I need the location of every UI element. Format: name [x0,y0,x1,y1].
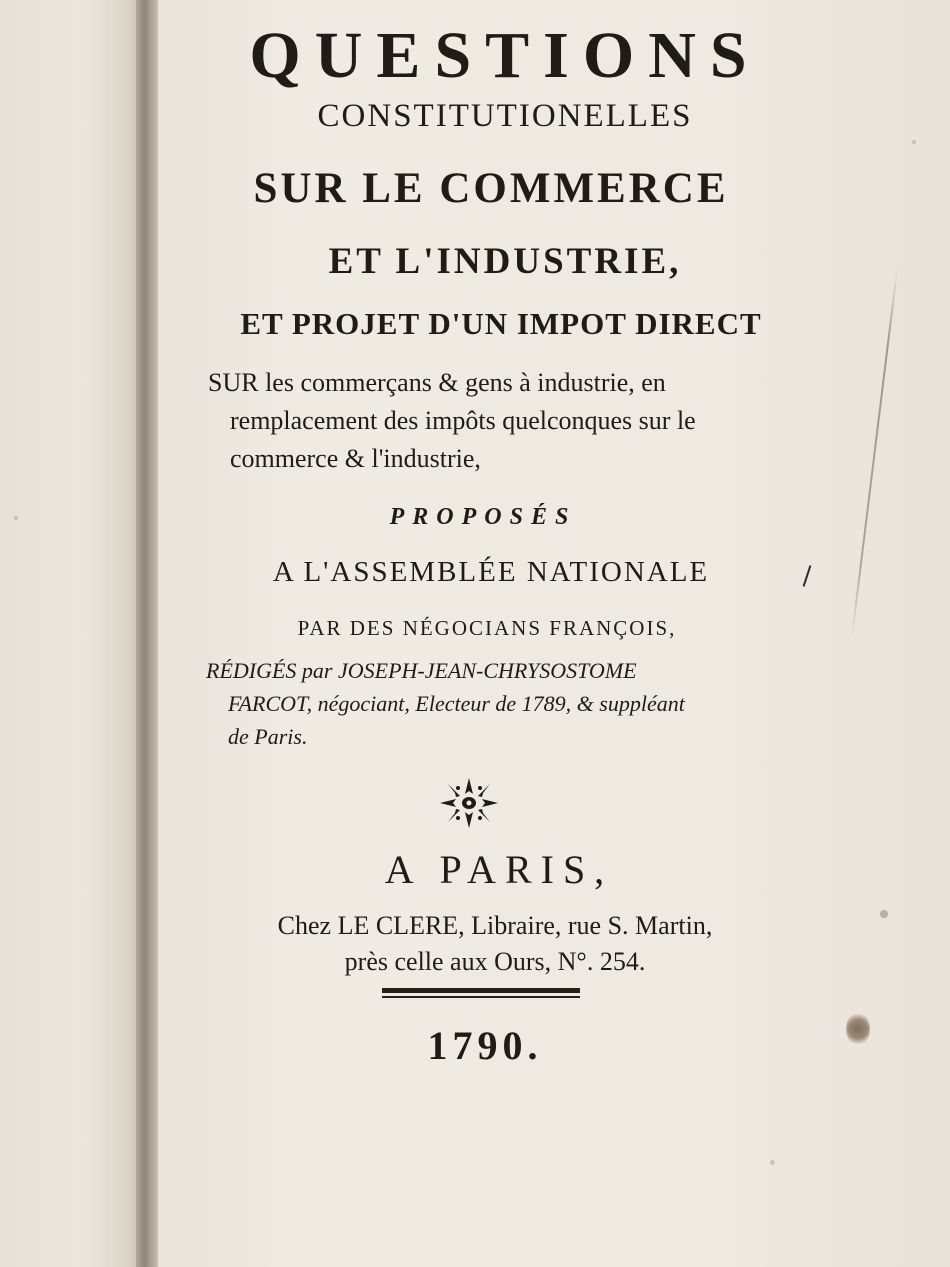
foxing-spot [912,140,916,144]
title-line-5: ET PROJET D'UN IMPOT DIRECT [240,306,762,341]
proposes-line: PROPOSÉS [389,504,577,530]
redige-paragraph [206,654,766,753]
publication-year: 1790. [427,1023,543,1068]
double-rule [382,988,580,998]
imprint-line: Chez LE CLERE, Libraire, rue S. Martin, [277,911,713,940]
title-line-1: QUESTIONS [249,19,761,92]
rule-thick [382,988,580,993]
imprint-address [20,908,950,980]
subtitle-line: SUR les commerçans & gens à industrie, en [208,368,666,397]
redige-line: FARCOT, négociant, Electeur de 1789, & suppléant [228,691,685,716]
assemblee-line: A L'ASSEMBLÉE NATIONALE [272,556,710,588]
title-line-4: ET L'INDUSTRIE, [328,241,682,282]
redige-line: RÉDIGÉS par JOSEPH-JEAN-CHRYSOSTOME [206,658,637,683]
subtitle-paragraph [208,364,768,478]
subtitle-line: commerce & l'industrie, [230,444,481,473]
foxing-spot [770,1160,775,1165]
title-line-2: CONSTITUTIONELLES [317,98,693,134]
par-line: PAR DES NÉGOCIANS FRANÇOIS, [297,616,677,640]
redige-line: de Paris. [228,724,308,749]
rule-thin [382,996,580,998]
imprint-place: A PARIS, [384,847,614,892]
title-line-3: SUR LE COMMERCE [253,165,729,212]
subtitle-line: remplacement des impôts quelconques sur le [230,406,696,435]
fleuron-icon [438,776,500,830]
imprint-line: près celle aux Ours, N°. 254. [344,947,646,976]
